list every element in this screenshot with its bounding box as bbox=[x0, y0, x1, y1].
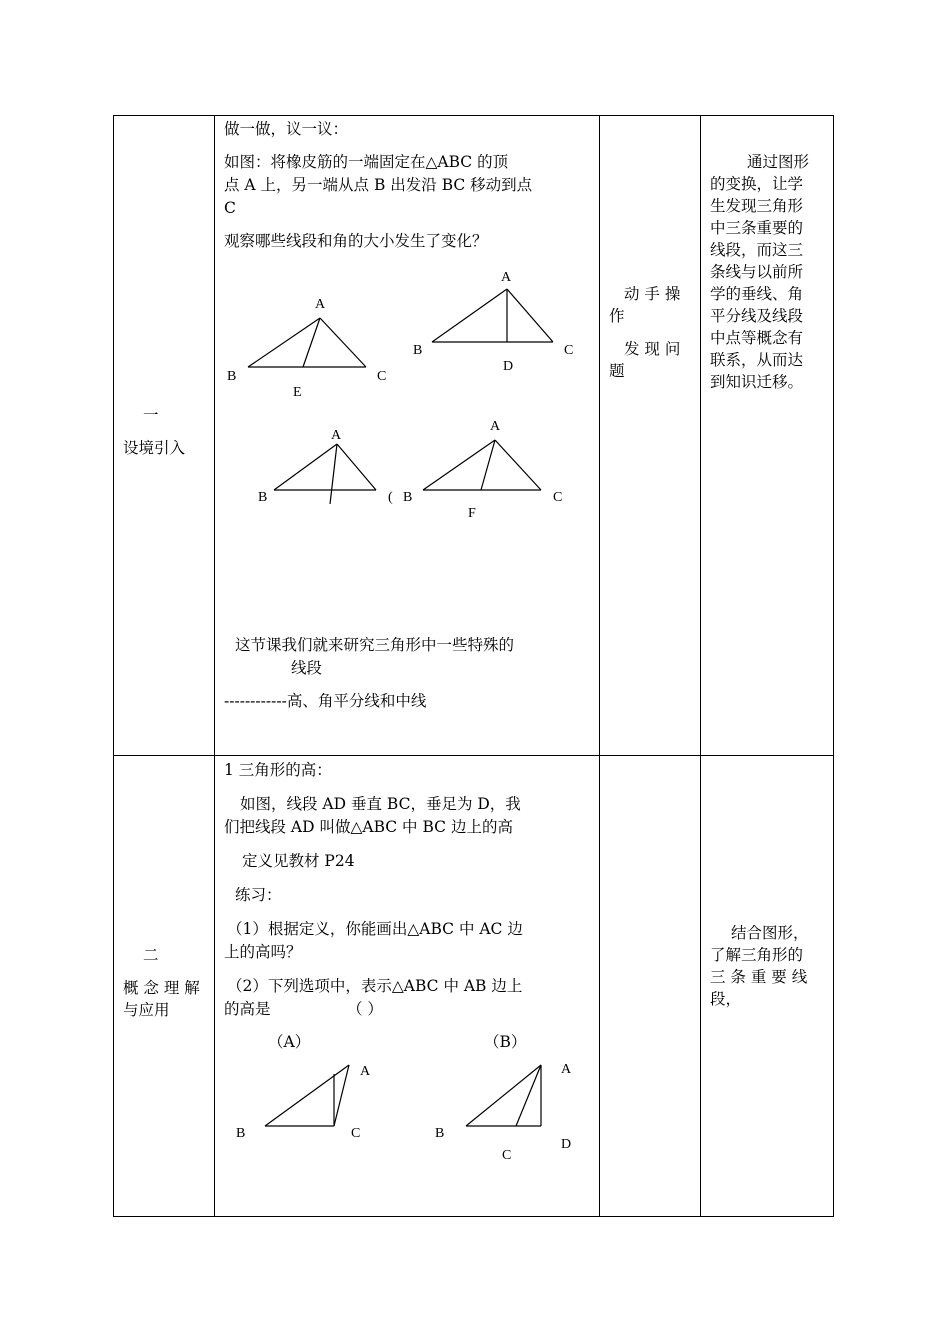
triangle-figure-bisector bbox=[398, 410, 578, 520]
vertex-label-c: C bbox=[377, 369, 387, 384]
exercise-label: 练习： bbox=[235, 886, 282, 904]
vertex-label-a: A bbox=[331, 428, 342, 443]
intent-line: 平分线及线段 bbox=[710, 307, 804, 325]
vertex-label-a: A bbox=[315, 297, 326, 312]
activity-text: 发 现 问 bbox=[624, 340, 681, 358]
vertex-label-c: C bbox=[502, 1148, 512, 1163]
vertex-label-a: A bbox=[360, 1064, 371, 1079]
vertex-label-b: B bbox=[435, 1126, 445, 1141]
stage-number: 二 bbox=[143, 946, 159, 964]
intent-line: 学的垂线、角 bbox=[710, 285, 804, 303]
intent-line: 段， bbox=[710, 990, 742, 1008]
question-line: （2）下列选项中，表示△ABC 中 AB 边上 bbox=[227, 977, 523, 995]
vertex-label-a: A bbox=[501, 270, 512, 285]
col-divider-1 bbox=[214, 115, 215, 1217]
paragraph-line: 如图，线段 AD 垂直 BC，垂足为 D，我 bbox=[240, 795, 521, 813]
point-label-d: D bbox=[561, 1137, 572, 1152]
triangle-figure-median bbox=[220, 288, 400, 403]
paragraph-line: 观察哪些线段和角的大小发生了变化？ bbox=[224, 232, 488, 250]
table-border-right bbox=[833, 115, 834, 1217]
intent-line: 通过图形 bbox=[747, 153, 810, 171]
stage-name: 设境引入 bbox=[123, 439, 186, 457]
vertex-label-a: A bbox=[490, 419, 501, 434]
intent-line: 的变换，让学 bbox=[710, 175, 804, 193]
vertex-label-a: A bbox=[561, 1062, 572, 1077]
vertex-label-c: C bbox=[351, 1126, 361, 1141]
vertex-label-b: B bbox=[413, 343, 423, 358]
heading: 做一做，议一议： bbox=[224, 120, 349, 138]
col-divider-3 bbox=[700, 115, 701, 1217]
summary-line: ------------高、角平分线和中线 bbox=[224, 692, 427, 710]
intent-line: 中三条重要的 bbox=[710, 219, 804, 237]
vertex-label-c: C bbox=[564, 343, 574, 358]
intent-line: 联系，从而达 bbox=[710, 351, 804, 369]
table-border-bottom bbox=[113, 1216, 834, 1217]
paragraph-line: 们把线段 AD 叫做△ABC 中 BC 边上的高 bbox=[224, 818, 513, 836]
paragraph-line: 如图：将橡皮筋的一端固定在△ABC 的顶 bbox=[224, 153, 509, 171]
vertex-label-c-partial: ( bbox=[388, 490, 393, 505]
intent-line: 到知识迁移。 bbox=[710, 373, 804, 391]
point-label-d: D bbox=[503, 359, 514, 374]
row-divider bbox=[113, 755, 834, 756]
stage-name: 与应用 bbox=[123, 1001, 170, 1019]
intent-line: 线段，而这三 bbox=[710, 241, 804, 259]
summary-line: 线段 bbox=[291, 659, 323, 677]
vertex-label-b: B bbox=[258, 490, 268, 505]
paragraph-line: 点 A 上，另一端从点 B 出发沿 BC 移动到点 bbox=[224, 176, 533, 194]
option-b-figure bbox=[428, 1055, 593, 1165]
intent-line: 结合图形， bbox=[731, 924, 809, 942]
option-a-figure bbox=[230, 1055, 390, 1145]
col-divider-2 bbox=[599, 115, 600, 1217]
intent-line: 了解三角形的 bbox=[710, 946, 804, 964]
activity-text: 动 手 操 bbox=[624, 285, 681, 303]
question-line: （1）根据定义，你能画出△ABC 中 AC 边 bbox=[227, 920, 523, 938]
intent-line: 三 条 重 要 线 bbox=[710, 968, 808, 986]
triangle-figure-crossing bbox=[250, 420, 400, 515]
question-line: 上的高吗？ bbox=[224, 943, 302, 961]
stage-name: 概 念 理 解 bbox=[123, 979, 200, 997]
stage-number: 一 bbox=[143, 406, 159, 424]
triangle-figure-altitude bbox=[405, 262, 590, 377]
intent-line: 中点等概念有 bbox=[710, 329, 804, 347]
vertex-label-b: B bbox=[236, 1126, 246, 1141]
question-line: 的高是 bbox=[224, 1000, 271, 1018]
activity-text: 作 bbox=[609, 307, 625, 325]
option-label-a: （A） bbox=[268, 1033, 311, 1051]
option-label-b: （B） bbox=[484, 1033, 527, 1051]
paragraph-line: C bbox=[224, 199, 236, 217]
vertex-label-b: B bbox=[403, 490, 413, 505]
definition: 定义见教材 P24 bbox=[242, 852, 355, 870]
answer-blank: （ ） bbox=[347, 1000, 383, 1018]
intent-line: 条线与以前所 bbox=[710, 263, 804, 281]
summary-line: 这节课我们就来研究三角形中一些特殊的 bbox=[235, 636, 515, 654]
point-label-e: E bbox=[293, 385, 302, 400]
point-label-f: F bbox=[468, 506, 476, 520]
intent-line: 生发现三角形 bbox=[710, 197, 804, 215]
vertex-label-b: B bbox=[227, 369, 237, 384]
vertex-label-c: C bbox=[553, 490, 563, 505]
table-border-left bbox=[113, 115, 114, 1217]
heading: 1 三角形的高： bbox=[224, 761, 332, 779]
activity-text: 题 bbox=[609, 362, 625, 380]
table-border-top bbox=[113, 115, 834, 116]
